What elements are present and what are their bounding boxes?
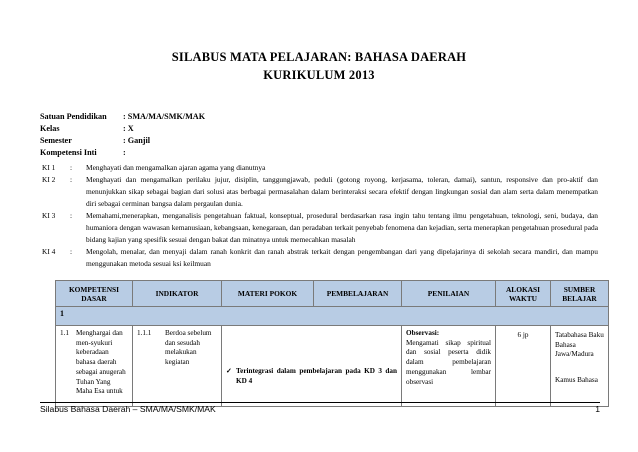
kd-number: 1.1 — [60, 329, 69, 337]
ki-item-2 — [42, 174, 598, 210]
materi-text: Terintegrasi dalam pembelajaran pada KD 3 dan KD 4 — [236, 367, 397, 385]
cell-sumber-belajar — [551, 326, 609, 407]
ki-code: KI 2 — [42, 175, 56, 184]
ki-colon: : — [70, 247, 73, 256]
info-row-semester — [40, 135, 205, 147]
ki-text: Menghayati dan mengamalkan perilaku jujur, disiplin, tanggungjawab, peduli (gotong royong, kerjasama, toleran, damai), santun, responsive dan pro-aktif dan menunjukkan sikap sebagai bagian dari solusi atas berbagai permasalahan dalam berinteraksi secara efektif dengan lingkungan sosial dan alam serta dalam menempatkan diri sebagai cerminan bangsa dalam pergaulan dunia. — [86, 175, 598, 208]
identity-block — [40, 111, 205, 159]
kompetensi-inti-list — [42, 162, 598, 270]
penilaian-text: Mengamati sikap spiritual dan sosial peserta didik dalam pembelajaran menggunakan lembar observasi — [406, 338, 491, 386]
ki-text: Memahami,menerapkan, menganalisis pengetahuan faktual, konseptual, prosedural berdasarkan rasa ingin tahu tentang ilmu pengetahuan, teknologi, seni, budaya, dan humaniora dengan wawasan kemanusiaan, kebangsaan, kenegaraan, dan peradaban terkait penyebab fenomena dan kejadian, serta menerapkan pengetahuan prosedural pada bidang kajian yang spesifik sesuai dengan bakat dan minatnya untuk memecahkan masalah — [86, 211, 598, 244]
cell-kompetensi-dasar — [56, 326, 133, 407]
footer-divider — [40, 402, 600, 403]
alokasi-value: 6 jp — [517, 331, 529, 339]
header-pembelajaran: PEMBELAJARAN — [314, 281, 402, 307]
sumber-item: Tatabahasa Baku Bahasa Jawa/Madura — [555, 331, 604, 359]
penilaian-title: Observasi: — [406, 329, 440, 337]
ki-item-4 — [42, 246, 598, 270]
header-materi-pokok: MATERI POKOK — [222, 281, 314, 307]
checkmark-icon: ✓ — [226, 367, 233, 375]
header-kompetensi-dasar: KOMPETENSI DASAR — [56, 281, 133, 307]
ki-item-3 — [42, 210, 598, 246]
section-label: 1 — [56, 307, 609, 326]
kd-text: Menghargai dan men-syukuri keberadaan bahasa daerah sebagai anugerah Tuhan Yang Maha Esa untuk — [76, 329, 126, 396]
ki-code: KI 1 — [42, 163, 56, 172]
page-footer — [40, 404, 600, 414]
info-label: Kompetensi Inti — [40, 148, 97, 157]
ki-item-1 — [42, 162, 598, 174]
ki-text: Menghayati dan mengamalkan ajaran agama yang dianutnya — [86, 163, 266, 172]
info-label: Satuan Pendidikan — [40, 112, 107, 121]
table-header-row — [56, 281, 609, 307]
info-value: : SMA/MA/SMK/MAK — [123, 112, 206, 121]
info-value: : X — [123, 124, 134, 133]
cell-penilaian — [402, 326, 496, 407]
page-number: 1 — [595, 404, 600, 414]
indikator-number: 1.1.1 — [137, 329, 152, 337]
indikator-text: Berdoa sebelum dan sesudah melakukan kegiatan — [165, 329, 212, 367]
document-subtitle: KURIKULUM 2013 — [263, 68, 375, 82]
ki-colon: : — [70, 175, 73, 184]
info-row-kelas — [40, 123, 205, 135]
info-label: Kelas — [40, 124, 60, 133]
sumber-item: Kamus Bahasa — [555, 376, 598, 385]
header-sumber-belajar: SUMBER BELAJAR — [551, 281, 609, 307]
ki-code: KI 3 — [42, 211, 56, 220]
ki-colon: : — [70, 163, 73, 172]
cell-materi-pembelajaran — [222, 326, 402, 407]
info-value: : — [123, 148, 126, 157]
info-row-satuan — [40, 111, 205, 123]
info-value: : Ganjil — [123, 136, 151, 145]
header-indikator: INDIKATOR — [133, 281, 222, 307]
cell-indikator — [133, 326, 222, 407]
ki-code: KI 4 — [42, 247, 56, 256]
info-label: Semester — [40, 136, 72, 145]
ki-colon: : — [70, 211, 73, 220]
info-row-kompetensi-inti — [40, 147, 205, 159]
table-row — [56, 326, 609, 407]
header-alokasi-waktu: ALOKASI WAKTU — [496, 281, 551, 307]
header-penilaian: PENILAIAN — [402, 281, 496, 307]
silabus-table — [55, 280, 609, 407]
document-title: SILABUS MATA PELAJARAN: BAHASA DAERAH — [171, 50, 467, 64]
footer-title: Silabus Bahasa Daerah – SMA/MA/SMK/MAK — [40, 404, 216, 414]
ki-text: Mengolah, menalar, dan menyaji dalam ranah konkrit dan ranah abstrak terkait dengan pengembangan dari yang dipelajarinya di sekolah secara mandiri, dan mampu menggunakan metoda sesuai ksi keilmuan — [86, 247, 598, 268]
cell-alokasi-waktu — [496, 326, 551, 407]
table-section-row — [56, 307, 609, 326]
